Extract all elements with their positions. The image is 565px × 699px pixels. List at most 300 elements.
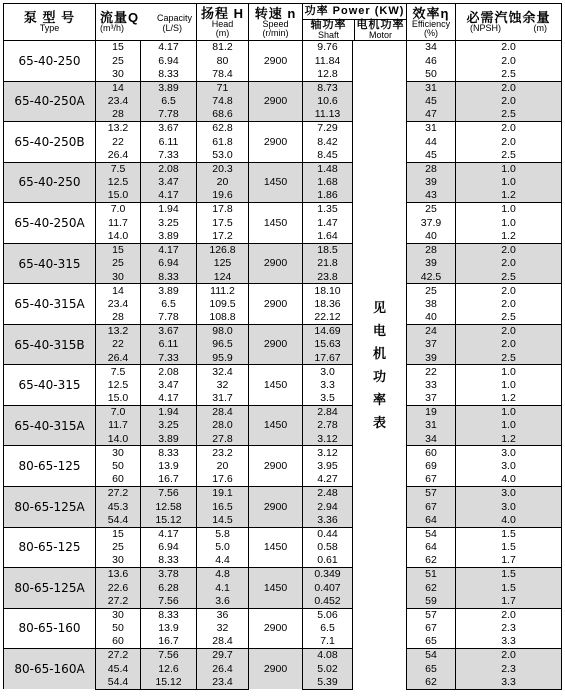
npsh-cell: 1.5: [456, 568, 562, 582]
speed-cell: 2900: [249, 324, 303, 365]
head-cell: 109.5: [197, 297, 249, 311]
efficiency-cell: 37: [407, 338, 456, 352]
flow-ls-cell: 3.25: [141, 216, 197, 230]
flow-m3h-cell: 25: [96, 257, 141, 271]
shaft-power-cell: 1.47: [303, 216, 353, 230]
efficiency-cell: 64: [407, 514, 456, 528]
npsh-cell: 1.2: [456, 392, 562, 406]
flow-m3h-cell: 22.6: [96, 581, 141, 595]
flow-ls-cell: 7.33: [141, 351, 197, 365]
flow-m3h-cell: 14.0: [96, 432, 141, 446]
speed-cell: 2900: [249, 81, 303, 122]
shaft-power-cell: 23.8: [303, 270, 353, 284]
flow-ls-cell: 8.33: [141, 68, 197, 82]
motor-power-note: [353, 41, 407, 690]
pump-type-cell: 65-40-315A: [4, 405, 96, 446]
head-cell: 53.0: [197, 149, 249, 163]
shaft-power-cell: 2.94: [303, 500, 353, 514]
flow-ls-cell: 8.33: [141, 446, 197, 460]
flow-ls-cell: 16.7: [141, 635, 197, 649]
npsh-cell: 1.7: [456, 595, 562, 609]
efficiency-cell: 47: [407, 108, 456, 122]
shaft-power-cell: 8.73: [303, 81, 353, 95]
table-row: [4, 41, 562, 55]
flow-ls-cell: 3.47: [141, 378, 197, 392]
npsh-cell: 1.2: [456, 189, 562, 203]
npsh-cell: 2.0: [456, 324, 562, 338]
flow-ls-cell: 3.89: [141, 284, 197, 298]
efficiency-cell: 59: [407, 595, 456, 609]
flow-m3h-cell: 45.4: [96, 662, 141, 676]
table-row: [4, 608, 562, 622]
npsh-cell: 2.0: [456, 338, 562, 352]
head-cell: 17.8: [197, 203, 249, 217]
flow-m3h-cell: 13.2: [96, 324, 141, 338]
head-cell: 4.8: [197, 568, 249, 582]
pump-type-cell: 65-40-250A: [4, 203, 96, 244]
shaft-power-cell: 2.78: [303, 419, 353, 433]
pump-type-cell: 80-65-160A: [4, 649, 96, 690]
efficiency-cell: 31: [407, 81, 456, 95]
flow-m3h-cell: 14: [96, 284, 141, 298]
shaft-power-cell: 7.1: [303, 635, 353, 649]
speed-cell: 2900: [249, 649, 303, 690]
shaft-power-cell: 1.64: [303, 230, 353, 244]
pump-type-cell: 65-40-315A: [4, 284, 96, 325]
shaft-power-cell: 2.48: [303, 487, 353, 501]
flow-ls-cell: 6.5: [141, 297, 197, 311]
npsh-cell: 4.0: [456, 514, 562, 528]
flow-ls-cell: 1.94: [141, 405, 197, 419]
efficiency-cell: 62: [407, 554, 456, 568]
flow-m3h-cell: 45.3: [96, 500, 141, 514]
flow-m3h-cell: 23.4: [96, 297, 141, 311]
header-power: 功率 Power (KW) 轴功率 Shaft 电机功率 Motor: [303, 4, 407, 41]
efficiency-cell: 28: [407, 243, 456, 257]
efficiency-cell: 19: [407, 405, 456, 419]
speed-cell: 2900: [249, 41, 303, 82]
efficiency-cell: 40: [407, 311, 456, 325]
flow-ls-cell: 3.78: [141, 568, 197, 582]
head-cell: 20.3: [197, 162, 249, 176]
efficiency-cell: 28: [407, 162, 456, 176]
shaft-power-cell: 1.86: [303, 189, 353, 203]
efficiency-cell: 39: [407, 176, 456, 190]
motor-note-char: 表: [373, 415, 387, 431]
head-cell: 27.8: [197, 432, 249, 446]
flow-m3h-cell: 14.0: [96, 230, 141, 244]
table-row: [4, 365, 562, 379]
pump-type-cell: 65-40-315: [4, 243, 96, 284]
flow-m3h-cell: 14: [96, 81, 141, 95]
efficiency-cell: 64: [407, 541, 456, 555]
efficiency-cell: 40: [407, 230, 456, 244]
flow-ls-cell: 7.78: [141, 311, 197, 325]
flow-m3h-cell: 30: [96, 608, 141, 622]
shaft-power-cell: 0.44: [303, 527, 353, 541]
table-row: [4, 81, 562, 95]
shaft-power-cell: 18.10: [303, 284, 353, 298]
npsh-cell: 3.0: [456, 487, 562, 501]
npsh-cell: 1.5: [456, 527, 562, 541]
npsh-cell: 2.0: [456, 81, 562, 95]
flow-m3h-cell: 15.0: [96, 392, 141, 406]
table-row: [4, 568, 562, 582]
efficiency-cell: 38: [407, 297, 456, 311]
flow-ls-cell: 13.9: [141, 622, 197, 636]
efficiency-cell: 34: [407, 432, 456, 446]
head-cell: 124: [197, 270, 249, 284]
shaft-power-cell: 18.5: [303, 243, 353, 257]
table-row: [4, 203, 562, 217]
head-cell: 95.9: [197, 351, 249, 365]
head-cell: 28.4: [197, 405, 249, 419]
npsh-cell: 2.3: [456, 622, 562, 636]
npsh-cell: 3.3: [456, 676, 562, 690]
flow-m3h-cell: 60: [96, 635, 141, 649]
shaft-power-cell: 22.12: [303, 311, 353, 325]
npsh-cell: 2.3: [456, 662, 562, 676]
header-head: 扬程 H Head (m): [197, 4, 249, 41]
flow-ls-cell: 3.67: [141, 122, 197, 136]
flow-ls-cell: 7.33: [141, 149, 197, 163]
efficiency-cell: 54: [407, 527, 456, 541]
flow-m3h-cell: 28: [96, 108, 141, 122]
pump-type-cell: 65-40-250A: [4, 81, 96, 122]
speed-cell: 2900: [249, 122, 303, 163]
npsh-cell: 1.0: [456, 176, 562, 190]
flow-ls-cell: 16.7: [141, 473, 197, 487]
flow-ls-cell: 6.5: [141, 95, 197, 109]
flow-m3h-cell: 22: [96, 338, 141, 352]
speed-cell: 1450: [249, 405, 303, 446]
head-cell: 29.7: [197, 649, 249, 663]
table-row: [4, 446, 562, 460]
efficiency-cell: 45: [407, 149, 456, 163]
flow-ls-cell: 6.11: [141, 338, 197, 352]
speed-cell: 1450: [249, 365, 303, 406]
npsh-cell: 2.0: [456, 41, 562, 55]
head-cell: 74.8: [197, 95, 249, 109]
flow-ls-cell: 12.58: [141, 500, 197, 514]
shaft-power-cell: 11.84: [303, 54, 353, 68]
flow-m3h-cell: 60: [96, 473, 141, 487]
shaft-power-cell: 11.13: [303, 108, 353, 122]
flow-ls-cell: 6.94: [141, 257, 197, 271]
header-type: 泵 型 号 Type: [4, 4, 96, 41]
efficiency-cell: 42.5: [407, 270, 456, 284]
npsh-cell: 1.7: [456, 554, 562, 568]
npsh-cell: 2.0: [456, 135, 562, 149]
shaft-power-cell: 6.5: [303, 622, 353, 636]
head-cell: 4.4: [197, 554, 249, 568]
head-cell: 111.2: [197, 284, 249, 298]
flow-m3h-cell: 7.0: [96, 405, 141, 419]
npsh-cell: 1.0: [456, 216, 562, 230]
npsh-cell: 2.5: [456, 149, 562, 163]
efficiency-cell: 34: [407, 41, 456, 55]
table-row: [4, 487, 562, 501]
shaft-power-cell: 5.02: [303, 662, 353, 676]
shaft-power-cell: 21.8: [303, 257, 353, 271]
flow-ls-cell: 3.47: [141, 176, 197, 190]
head-cell: 28.0: [197, 419, 249, 433]
flow-m3h-cell: 30: [96, 68, 141, 82]
efficiency-cell: 67: [407, 473, 456, 487]
flow-m3h-cell: 54.4: [96, 514, 141, 528]
flow-ls-cell: 3.89: [141, 432, 197, 446]
table-row: [4, 284, 562, 298]
head-cell: 23.4: [197, 676, 249, 690]
efficiency-cell: 31: [407, 122, 456, 136]
flow-ls-cell: 7.56: [141, 649, 197, 663]
flow-m3h-cell: 26.4: [96, 351, 141, 365]
header-motor-power: 电机功率 Motor: [356, 19, 405, 40]
motor-note-char: 率: [373, 392, 387, 408]
npsh-cell: 1.0: [456, 378, 562, 392]
flow-ls-cell: 4.17: [141, 392, 197, 406]
shaft-power-cell: 8.42: [303, 135, 353, 149]
shaft-power-cell: 15.63: [303, 338, 353, 352]
efficiency-cell: 24: [407, 324, 456, 338]
efficiency-cell: 46: [407, 54, 456, 68]
flow-m3h-cell: 25: [96, 54, 141, 68]
flow-ls-cell: 2.08: [141, 365, 197, 379]
flow-m3h-cell: 27.2: [96, 649, 141, 663]
shaft-power-cell: 3.3: [303, 378, 353, 392]
head-cell: 5.0: [197, 541, 249, 555]
flow-ls-cell: 4.17: [141, 189, 197, 203]
head-cell: 5.8: [197, 527, 249, 541]
head-cell: 98.0: [197, 324, 249, 338]
efficiency-cell: 45: [407, 95, 456, 109]
flow-m3h-cell: 50: [96, 622, 141, 636]
head-cell: 28.4: [197, 635, 249, 649]
head-cell: 36: [197, 608, 249, 622]
head-cell: 17.2: [197, 230, 249, 244]
shaft-power-cell: 3.12: [303, 432, 353, 446]
table-body: [4, 41, 562, 690]
shaft-power-cell: 14.69: [303, 324, 353, 338]
flow-m3h-cell: 23.4: [96, 95, 141, 109]
shaft-power-cell: 2.84: [303, 405, 353, 419]
head-cell: 32: [197, 378, 249, 392]
flow-m3h-cell: 26.4: [96, 149, 141, 163]
table-row: [4, 324, 562, 338]
shaft-power-cell: 3.95: [303, 459, 353, 473]
speed-cell: 2900: [249, 487, 303, 528]
flow-ls-cell: 3.89: [141, 81, 197, 95]
flow-m3h-cell: 7.0: [96, 203, 141, 217]
efficiency-cell: 62: [407, 581, 456, 595]
efficiency-cell: 50: [407, 68, 456, 82]
npsh-cell: 1.5: [456, 541, 562, 555]
efficiency-cell: 67: [407, 500, 456, 514]
efficiency-cell: 62: [407, 676, 456, 690]
efficiency-cell: 57: [407, 487, 456, 501]
flow-ls-cell: 7.56: [141, 487, 197, 501]
head-cell: 78.4: [197, 68, 249, 82]
efficiency-cell: 22: [407, 365, 456, 379]
shaft-power-cell: 0.349: [303, 568, 353, 582]
flow-ls-cell: 6.94: [141, 541, 197, 555]
pump-type-cell: 80-65-125A: [4, 568, 96, 609]
npsh-cell: 3.3: [456, 635, 562, 649]
head-cell: 108.8: [197, 311, 249, 325]
efficiency-cell: 54: [407, 649, 456, 663]
shaft-power-cell: 4.08: [303, 649, 353, 663]
flow-ls-cell: 12.6: [141, 662, 197, 676]
head-cell: 32.4: [197, 365, 249, 379]
head-cell: 23.2: [197, 446, 249, 460]
efficiency-cell: 69: [407, 459, 456, 473]
head-cell: 62.8: [197, 122, 249, 136]
flow-m3h-cell: 27.2: [96, 595, 141, 609]
pump-type-cell: 65-40-315: [4, 365, 96, 406]
efficiency-cell: 67: [407, 622, 456, 636]
table-row: [4, 243, 562, 257]
npsh-cell: 1.2: [456, 432, 562, 446]
shaft-power-cell: 3.36: [303, 514, 353, 528]
head-cell: 17.5: [197, 216, 249, 230]
speed-cell: 1450: [249, 568, 303, 609]
shaft-power-cell: 3.12: [303, 446, 353, 460]
head-cell: 80: [197, 54, 249, 68]
flow-m3h-cell: 30: [96, 446, 141, 460]
flow-ls-cell: 2.08: [141, 162, 197, 176]
head-cell: 16.5: [197, 500, 249, 514]
speed-cell: 2900: [249, 446, 303, 487]
shaft-power-cell: 7.29: [303, 122, 353, 136]
shaft-power-cell: 18.36: [303, 297, 353, 311]
pump-type-cell: 65-40-250: [4, 41, 96, 82]
flow-ls-cell: 13.9: [141, 459, 197, 473]
npsh-cell: 2.5: [456, 108, 562, 122]
shaft-power-cell: 8.45: [303, 149, 353, 163]
npsh-cell: 1.0: [456, 405, 562, 419]
motor-note-char: 机: [373, 346, 387, 362]
table-row: [4, 649, 562, 663]
pump-type-cell: 80-65-125: [4, 446, 96, 487]
flow-m3h-cell: 11.7: [96, 419, 141, 433]
pump-type-cell: 65-40-250: [4, 162, 96, 203]
head-cell: 31.7: [197, 392, 249, 406]
efficiency-cell: 43: [407, 189, 456, 203]
speed-cell: 2900: [249, 608, 303, 649]
efficiency-cell: 39: [407, 351, 456, 365]
table-header-row: [4, 4, 562, 41]
efficiency-cell: 39: [407, 257, 456, 271]
pump-type-cell: 65-40-315B: [4, 324, 96, 365]
npsh-cell: 2.5: [456, 311, 562, 325]
npsh-cell: 2.0: [456, 257, 562, 271]
head-cell: 68.6: [197, 108, 249, 122]
npsh-cell: 2.0: [456, 284, 562, 298]
flow-ls-cell: 6.28: [141, 581, 197, 595]
motor-note-char: 电: [373, 323, 387, 339]
shaft-power-cell: 5.39: [303, 676, 353, 690]
npsh-cell: 1.0: [456, 162, 562, 176]
npsh-cell: 3.0: [456, 500, 562, 514]
head-cell: 26.4: [197, 662, 249, 676]
flow-m3h-cell: 12.5: [96, 378, 141, 392]
npsh-cell: 1.0: [456, 365, 562, 379]
efficiency-cell: 51: [407, 568, 456, 582]
table-row: [4, 527, 562, 541]
flow-m3h-cell: 54.4: [96, 676, 141, 690]
flow-ls-cell: 7.56: [141, 595, 197, 609]
shaft-power-cell: 17.67: [303, 351, 353, 365]
motor-note-char: 见: [373, 300, 387, 316]
head-cell: 3.6: [197, 595, 249, 609]
npsh-cell: 1.0: [456, 419, 562, 433]
motor-note-char: 功: [373, 369, 387, 385]
header-npsh: 必需汽蚀余量 (NPSH) (m): [456, 4, 562, 41]
flow-m3h-cell: 15: [96, 41, 141, 55]
flow-m3h-cell: 11.7: [96, 216, 141, 230]
flow-m3h-cell: 13.6: [96, 568, 141, 582]
npsh-cell: 3.0: [456, 459, 562, 473]
head-cell: 96.5: [197, 338, 249, 352]
flow-ls-cell: 8.33: [141, 270, 197, 284]
flow-m3h-cell: 7.5: [96, 162, 141, 176]
flow-ls-cell: 3.67: [141, 324, 197, 338]
header-efficiency: 效率η Efficiency (%): [407, 4, 456, 41]
header-speed: 转速 n Speed (r/min): [249, 4, 303, 41]
efficiency-cell: 44: [407, 135, 456, 149]
efficiency-cell: 60: [407, 446, 456, 460]
flow-ls-cell: 8.33: [141, 608, 197, 622]
npsh-cell: 2.0: [456, 54, 562, 68]
flow-m3h-cell: 15: [96, 243, 141, 257]
efficiency-cell: 65: [407, 662, 456, 676]
speed-cell: 1450: [249, 527, 303, 568]
pump-type-cell: 80-65-125: [4, 527, 96, 568]
shaft-power-cell: 4.27: [303, 473, 353, 487]
flow-m3h-cell: 28: [96, 311, 141, 325]
flow-m3h-cell: 30: [96, 270, 141, 284]
npsh-cell: 1.0: [456, 203, 562, 217]
shaft-power-cell: 0.58: [303, 541, 353, 555]
flow-ls-cell: 3.89: [141, 230, 197, 244]
shaft-power-cell: 0.452: [303, 595, 353, 609]
npsh-cell: 4.0: [456, 473, 562, 487]
table-row: [4, 162, 562, 176]
flow-ls-cell: 4.17: [141, 41, 197, 55]
speed-cell: 2900: [249, 243, 303, 284]
speed-cell: 2900: [249, 284, 303, 325]
npsh-cell: 2.0: [456, 122, 562, 136]
table-row: [4, 122, 562, 136]
shaft-power-cell: 10.6: [303, 95, 353, 109]
pump-performance-table: [3, 3, 562, 690]
efficiency-cell: 57: [407, 608, 456, 622]
efficiency-cell: 25: [407, 203, 456, 217]
npsh-cell: 1.2: [456, 230, 562, 244]
head-cell: 19.1: [197, 487, 249, 501]
npsh-cell: 2.5: [456, 351, 562, 365]
head-cell: 125: [197, 257, 249, 271]
head-cell: 4.1: [197, 581, 249, 595]
efficiency-cell: 33: [407, 378, 456, 392]
npsh-cell: 2.0: [456, 95, 562, 109]
flow-m3h-cell: 22: [96, 135, 141, 149]
shaft-power-cell: 0.407: [303, 581, 353, 595]
flow-ls-cell: 15.12: [141, 676, 197, 690]
flow-ls-cell: 7.78: [141, 108, 197, 122]
efficiency-cell: 37.9: [407, 216, 456, 230]
head-cell: 71: [197, 81, 249, 95]
